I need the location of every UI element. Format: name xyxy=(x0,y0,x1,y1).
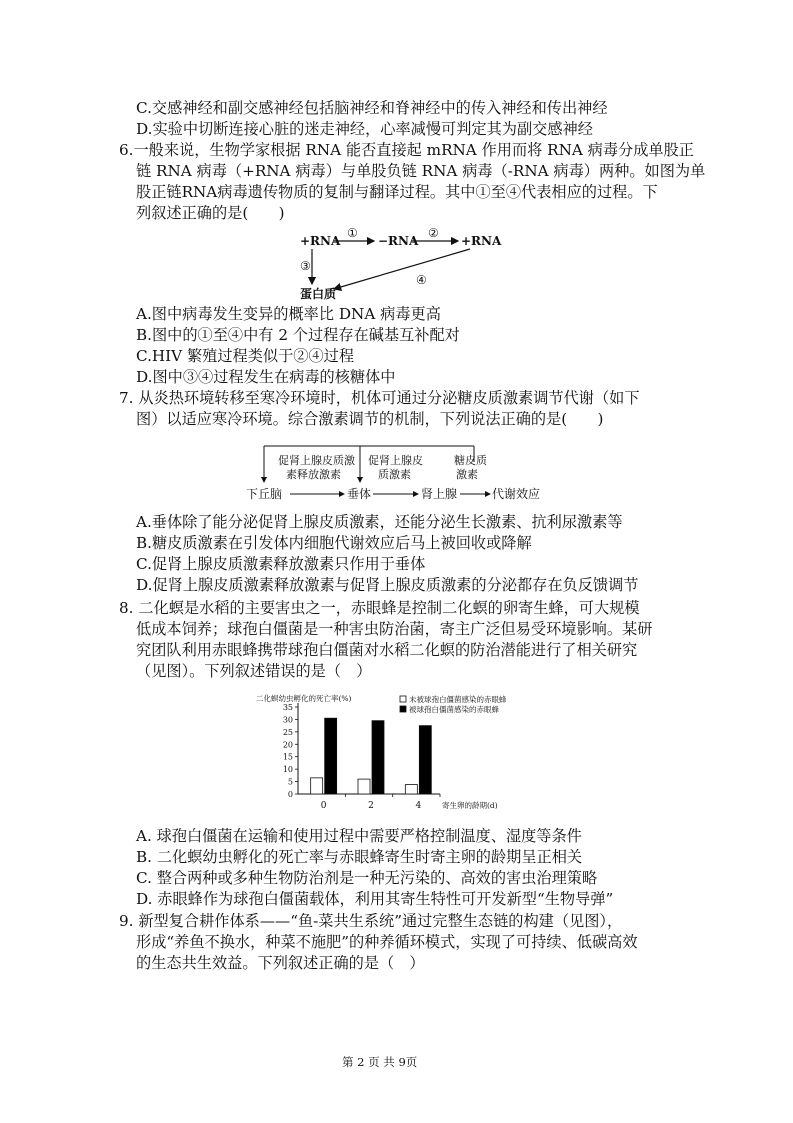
x-tick-label-0: 0 xyxy=(320,801,327,811)
y-tick-label-0: 0 xyxy=(287,790,293,799)
process-3-label: ③ xyxy=(300,259,311,273)
negative-rna-label: −RNA xyxy=(378,234,419,248)
y-tick-label-6: 30 xyxy=(282,715,293,725)
adrenal-label: 肾上腺 xyxy=(421,487,458,501)
y-tick-label-2: 10 xyxy=(282,765,293,775)
q7-option-a: A.垂体除了能分泌促肾上腺皮质激素，还能分泌生长激素、抗利尿激素等 xyxy=(136,513,623,531)
bar-infected-day-4 xyxy=(419,726,431,794)
q6-stem-line-4: 列叙述正确的是( ) xyxy=(136,204,285,222)
crh-label-2: 素释放激素 xyxy=(286,468,341,481)
legend-label-1: 被球孢白僵菌感染的赤眼蜂 xyxy=(409,705,499,714)
q7-option-c: C.促肾上腺皮质激素释放激素只作用于垂体 xyxy=(136,555,426,573)
process-4-label: ④ xyxy=(416,273,427,287)
q8-stem-line-4: （见图）。下列叙述错误的是（ ） xyxy=(136,662,372,680)
q7-option-b: B.糖皮质激素在引发体内细胞代谢效应后马上被回收或降解 xyxy=(136,534,532,552)
q8-stem-line-3: 究团队利用赤眼蜂携带球孢白僵菌对水稻二化螟的防治潜能进行了相关研究 xyxy=(136,641,638,659)
q6-stem-line-2: 链 RNA 病毒（+RNA 病毒）与单股负链 RNA 病毒（-RNA 病毒）两种。如图为单 xyxy=(136,162,706,180)
y-tick-label-1: 5 xyxy=(287,777,293,787)
q8-stem-line-1: 8. 二化螟是水稻的主要害虫之一，赤眼蜂是控制二化螟的卵寄生蜂，可大规模 xyxy=(119,599,640,617)
q6-stem-line-3: 股正链RNA病毒遗传物质的复制与翻译过程。其中①至④代表相应的过程。下 xyxy=(136,183,658,201)
hypothalamus-label: 下丘脑 xyxy=(246,487,283,501)
process-2-label: ② xyxy=(428,226,439,240)
acth-label-1: 促肾上腺皮 xyxy=(368,454,423,467)
q6-option-a: A.图中病毒发生变异的概率比 DNA 病毒更高 xyxy=(136,305,441,323)
y-axis-label: 二化螟幼虫孵化的死亡率(%) xyxy=(256,694,352,703)
crh-label-1: 促肾上腺皮质激 xyxy=(278,454,355,467)
x-axis-label: 寄生卵的龄期(d) xyxy=(442,801,498,810)
y-tick-label-5: 25 xyxy=(282,727,293,737)
q7-stem-line-1: 7. 从炎热环境转移至寒冷环境时，机体可通过分泌糖皮质激素调节代谢（如下 xyxy=(119,389,640,407)
legend-swatch-1 xyxy=(400,706,406,712)
q6-option-b: B.图中的①至④中有 2 个过程存在碱基互补配对 xyxy=(136,326,460,344)
q7-option-d: D.促肾上腺皮质激素释放激素与促肾上腺皮质激素的分泌都存在负反馈调节 xyxy=(136,576,639,594)
glucocorticoid-label-1: 糖皮质 xyxy=(454,454,487,467)
q6-stem-line-1: 6.一般来说，生物学家根据 RNA 能否直接起 mRNA 作用而将 RNA 病毒分成单股正 xyxy=(119,141,694,159)
legend-label-0: 未被球孢白僵菌感染的赤眼蜂 xyxy=(409,695,507,704)
q9-stem-line-1: 9. 新型复合耕作体系——“鱼-菜共生系统”通过完整生态链的构建（见图）， xyxy=(119,912,623,930)
y-tick-label-3: 15 xyxy=(282,752,293,762)
metabolic-effect-label: 代谢效应 xyxy=(492,487,541,501)
q7-stem-line-2: 图）以适应寒冷环境。综合激素调节的机制，下列说法正确的是( ) xyxy=(136,410,604,428)
q5-option-d: D.实验中切断连接心脏的迷走神经，心率减慢可判定其为副交感神经 xyxy=(136,120,593,138)
pituitary-label: 垂体 xyxy=(347,487,372,501)
bar-uninfected-day-4 xyxy=(405,785,417,794)
q8-option-d: D. 赤眼蜂作为球孢白僵菌载体，利用其寄生特性可开发新型“生物导弹” xyxy=(136,890,614,908)
bar-uninfected-day-2 xyxy=(358,779,370,794)
q8-option-b: B. 二化螟幼虫孵化的死亡率与赤眼蜂寄生时寄主卵的龄期呈正相关 xyxy=(136,848,583,866)
q8-option-a: A. 球孢白僵菌在运输和使用过程中需要严格控制温度、湿度等条件 xyxy=(136,827,582,845)
q6-option-c: C.HIV 繁殖过程类似于②④过程 xyxy=(136,347,355,365)
q9-stem-line-2: 形成“养鱼不换水，种菜不施肥”的种养循环模式，实现了可持续、低碳高效 xyxy=(136,933,638,951)
page-footer: 第 2 页 共 9页 xyxy=(342,1055,418,1069)
arrow-process-4 xyxy=(334,249,470,289)
y-tick-label-4: 20 xyxy=(282,740,293,750)
x-tick-label-4: 4 xyxy=(415,801,422,811)
q9-stem-line-3: 的生态共生效益。下列叙述正确的是（ ） xyxy=(136,954,425,972)
q8-stem-line-2: 低成本饲养；球孢白僵菌是一种害虫防治菌，寄主广泛但易受环境影响。某研 xyxy=(136,620,653,638)
protein-label: 蛋白质 xyxy=(300,287,337,301)
legend-swatch-0 xyxy=(400,696,406,702)
hormone-regulation-diagram xyxy=(240,440,560,506)
acth-label-2: 质激素 xyxy=(378,468,411,481)
rna-replication-diagram xyxy=(290,222,510,302)
bar-infected-day-0 xyxy=(325,718,337,794)
process-1-label: ① xyxy=(347,226,358,240)
x-tick-label-2: 2 xyxy=(368,801,374,811)
glucocorticoid-label-2: 激素 xyxy=(456,468,478,481)
q8-option-c: C. 整合两种或多种生物防治剂是一种无污染的、高效的害虫治理策略 xyxy=(136,869,598,887)
bar-uninfected-day-0 xyxy=(311,778,323,794)
q5-option-c: C.交感神经和副交感神经包括脑神经和脊神经中的传入神经和传出神经 xyxy=(136,99,608,117)
positive-rna-label-2: +RNA xyxy=(461,234,502,248)
y-tick-label-7: 35 xyxy=(282,703,293,712)
bar-infected-day-2 xyxy=(372,721,384,794)
mortality-bar-chart xyxy=(250,690,550,812)
q6-option-d: D.图中③④过程发生在病毒的核糖体中 xyxy=(136,368,396,386)
positive-rna-label-1: +RNA xyxy=(300,234,341,248)
